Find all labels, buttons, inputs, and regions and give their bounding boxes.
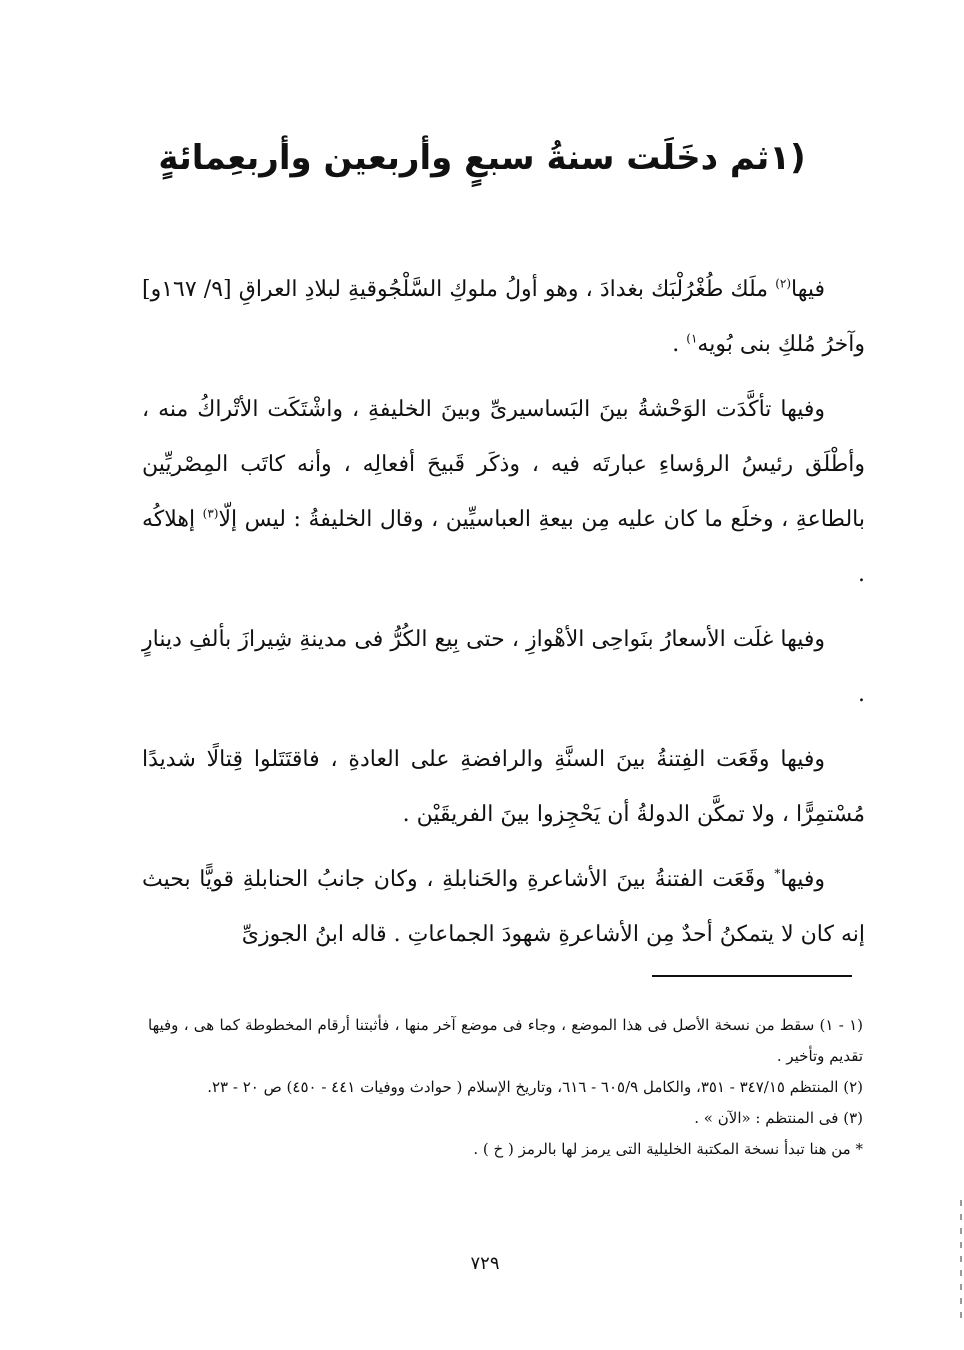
footnotes	[148, 1010, 863, 1165]
paragraph-2	[142, 382, 865, 602]
paragraph-text: وفيها تأكَّدَت الوَحْشةُ بينَ البَساسيرىِّ وبينَ الخليفةِ ، واشْتَكَت الأتْراكُ منه ، وأطْلَق رئيسُ الرؤساءِ عبارتَه فيه ، وذكَر قَبيحَ أفعالِه ، وأنه كاتَب المِصْريِّين بالطاعةِ ، وخلَع ما كان عليه مِن بيعةِ العباسيِّين ، وقال الخليفةُ : ليس إلّا	[142, 397, 865, 532]
paragraph-text: .	[672, 332, 687, 357]
paragraph-text: وفيها	[780, 867, 825, 892]
chapter-heading	[150, 128, 814, 188]
paragraph-text: وفيها وقَعَت الفِتنةُ بينَ السنَّةِ والرافضةِ على العادةِ ، فاقتَتَلوا قِتالًا شديدًا مُسْتمِرًّا ، ولا تمكَّن الدولةُ أن يَحْجِزوا بينَ الفريقَيْن .	[142, 747, 865, 827]
scan-edge-mark	[960, 1200, 962, 1320]
footnote-marker: *	[774, 866, 781, 881]
footnote: (٢) المنتظم ٣٤٧/١٥ - ٣٥١، والكامل ٦٠٥/٩ - ٦١٦، وتاريخ الإسلام ( حوادث ووفيات ٤٤١ - ٤٥٠) ص ٢٠ - ٢٣.	[207, 1078, 863, 1096]
main-text	[142, 262, 865, 972]
paragraph-text: إهلاكُه .	[142, 507, 865, 587]
heading-text: ثم دخَلَت سنةُ سبعٍ وأربعين وأربعِمائةٍ	[158, 138, 770, 178]
paragraph-text: وفيها غلَت الأسعارُ بنَواحِى الأهْوازِ ، حتى بِيع الكُرُّ فى مدينةِ شِيرازَ بألفِ دينارٍ .	[142, 627, 865, 707]
paragraph-text: وقَعَت الفتنةُ بينَ الأشاعرةِ والحَنابلةِ ، وكان جانبُ الحنابلةِ قويًّا بحيث إنه كان لا يتمكنُ أحدٌ مِن الأشاعرةِ شهودَ الجماعاتِ . قاله ابنُ الجوزىِّ	[142, 867, 865, 947]
footnote-divider	[652, 975, 852, 977]
paragraph-1	[142, 262, 865, 372]
footnote-marker: (٣)	[202, 506, 219, 521]
footnote: * من هنا تبدأ نسخة المكتبة الخليلية التى يرمز لها بالرمز ( خ ) .	[473, 1140, 863, 1158]
paragraph-text: فيها	[791, 277, 826, 302]
page-number: ٧٢٩	[470, 1253, 500, 1274]
footnote: (١ - ١) سقط من نسخة الأصل فى هذا الموضع ، وجاء فى موضع آخر منها ، فأثبتنا أرقام المخطوطة كما هى ، وفيها تقديم وتأخير .	[148, 1016, 863, 1065]
paragraph-5	[142, 852, 865, 962]
footnote-marker: (٢)	[775, 276, 792, 291]
paragraph-4	[142, 732, 865, 842]
footnote: (٣) فى المنتظم : «الآن » .	[694, 1109, 863, 1127]
paragraph-3	[142, 612, 865, 722]
heading-note-mark: (١	[769, 138, 806, 178]
footnote-marker: ١)	[686, 331, 698, 346]
paragraph-text: ملَك طُغْرُلْبَك بغدادَ ، وهو أولُ ملوكِ السَّلْجُوقيةِ لبلادِ العراقِ [٩/ ١٦٧و] وآخرُ مُلكِ بنى بُويه	[142, 277, 865, 357]
